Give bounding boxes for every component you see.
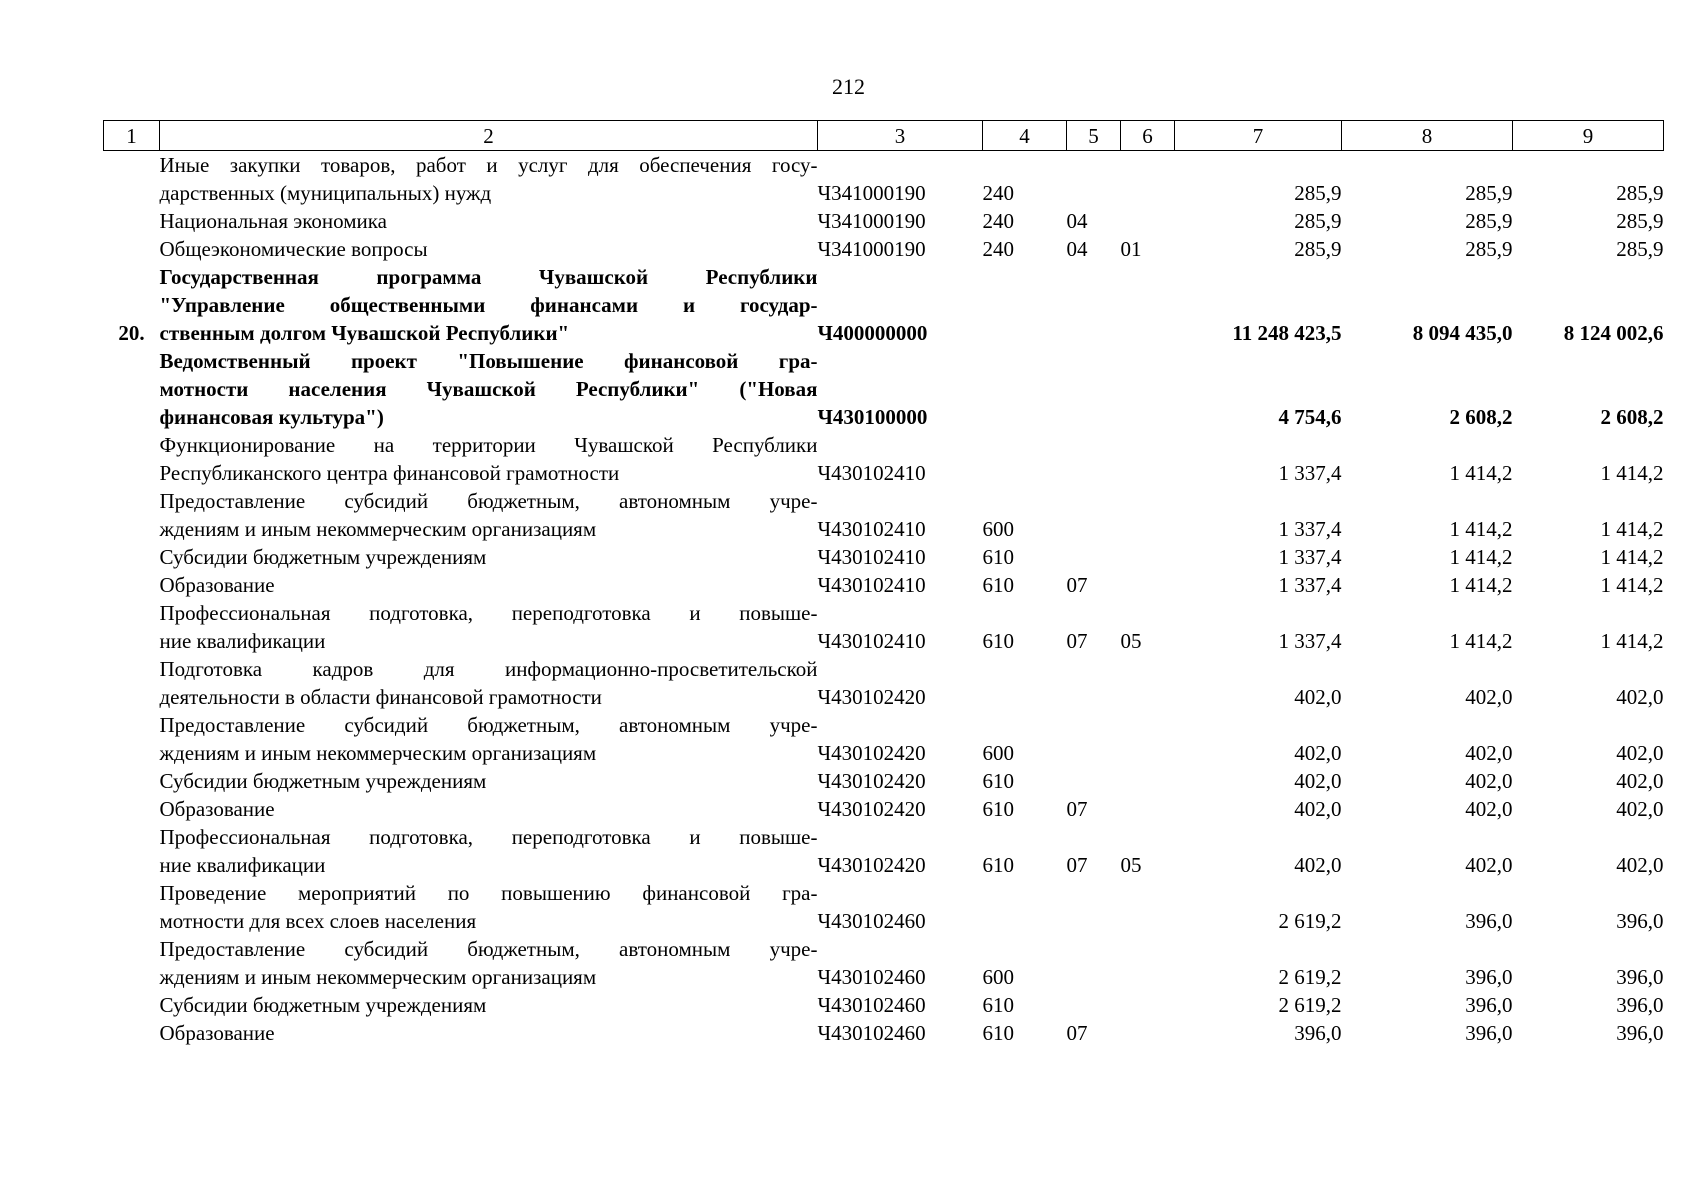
expense-type (983, 347, 1067, 431)
table-row (104, 991, 1664, 1019)
expense-type (983, 431, 1067, 487)
row-number (104, 151, 160, 208)
row-number (104, 543, 160, 571)
target-code: Ч430102420 (817, 853, 926, 877)
target-code: Ч430102460 (817, 909, 926, 933)
amount-col-7: 2 619,2 (1278, 965, 1342, 989)
row-number (104, 347, 160, 431)
row-name (160, 655, 818, 711)
row-number (104, 935, 160, 991)
amount-col-9: 1 414,2 (1600, 573, 1664, 597)
subsection-code (1121, 543, 1175, 571)
amount-col-7: 1 337,4 (1278, 629, 1342, 653)
row-name-line: "Управление общественными финансами и государ- (159, 293, 818, 317)
amount-col-8: 1 414,2 (1449, 517, 1513, 541)
target-code: Ч430102410 (817, 629, 926, 653)
table-row (104, 543, 1664, 571)
amount-col-9: 8 124 002,6 (1563, 321, 1664, 345)
row-number: 20. (118, 321, 145, 345)
section-code (1067, 711, 1121, 767)
row-name (160, 543, 818, 571)
table-header (104, 121, 1664, 151)
amount-col-9: 402,0 (1616, 797, 1664, 821)
amount-col-7: 285,9 (1294, 209, 1342, 233)
amount-col-7: 402,0 (1294, 797, 1342, 821)
table-row (104, 795, 1664, 823)
row-name-line: финансовая культура") (159, 405, 384, 429)
section-code: 07 (1066, 797, 1088, 821)
amount-col-9: 396,0 (1616, 1021, 1664, 1045)
row-name-line: Ведомственный проект "Повышение финансовой гра- (159, 349, 818, 373)
row-name-line: Иные закупки товаров, работ и услуг для обеспечения госу- (159, 153, 818, 177)
amount-col-7: 1 337,4 (1278, 545, 1342, 569)
section-code: 07 (1066, 853, 1088, 877)
row-name-line: ственным долгом Чувашской Республики" (159, 321, 570, 345)
subsection-code (1121, 879, 1175, 935)
subsection-code: 05 (1120, 853, 1142, 877)
amount-col-7: 402,0 (1294, 769, 1342, 793)
amount-col-9: 402,0 (1616, 741, 1664, 765)
amount-col-8: 402,0 (1465, 685, 1513, 709)
row-number (104, 487, 160, 543)
target-code: Ч430102410 (817, 517, 926, 541)
row-name-line: ние квалификации (159, 853, 326, 877)
row-name-line: Образование (159, 573, 275, 597)
expense-type: 610 (982, 797, 1014, 821)
table-row (104, 599, 1664, 655)
row-number (104, 571, 160, 599)
row-number (104, 655, 160, 711)
amount-col-9: 396,0 (1616, 909, 1664, 933)
expense-type: 600 (982, 741, 1014, 765)
target-code: Ч341000190 (817, 237, 926, 261)
table-row (104, 1019, 1664, 1047)
row-name-line: Субсидии бюджетным учреждениям (159, 545, 487, 569)
row-name (160, 823, 818, 879)
row-name (160, 599, 818, 655)
row-name-line: Функционирование на территории Чувашской Республики (159, 433, 818, 457)
expense-type: 610 (982, 545, 1014, 569)
amount-col-7: 2 619,2 (1278, 909, 1342, 933)
amount-col-8: 1 414,2 (1449, 573, 1513, 597)
section-code (1067, 879, 1121, 935)
target-code: Ч430102410 (817, 573, 926, 597)
amount-col-7: 1 337,4 (1278, 461, 1342, 485)
row-name-line: деятельности в области финансовой грамотности (159, 685, 602, 709)
row-name-line: ждениям и иным некоммерческим организациям (159, 741, 597, 765)
subsection-code (1121, 711, 1175, 767)
amount-col-8: 285,9 (1465, 237, 1513, 261)
row-name (160, 795, 818, 823)
row-name-line: ждениям и иным некоммерческим организациям (159, 965, 597, 989)
header-col-9: 9 (1513, 121, 1664, 151)
header-col-8: 8 (1342, 121, 1513, 151)
amount-col-7: 402,0 (1294, 685, 1342, 709)
row-number (104, 235, 160, 263)
row-name (160, 347, 818, 431)
row-name (160, 935, 818, 991)
amount-col-8: 402,0 (1465, 769, 1513, 793)
amount-col-9: 402,0 (1616, 769, 1664, 793)
amount-col-8: 402,0 (1465, 853, 1513, 877)
row-number (104, 431, 160, 487)
table-row (104, 207, 1664, 235)
table-row (104, 711, 1664, 767)
subsection-code (1121, 935, 1175, 991)
table-row (104, 235, 1664, 263)
table-row (104, 655, 1664, 711)
amount-col-8: 285,9 (1465, 209, 1513, 233)
table-row (104, 487, 1664, 543)
row-name-line: Предоставление субсидий бюджетным, автономным учре- (159, 489, 818, 513)
target-code: Ч430100000 (817, 405, 928, 429)
amount-col-8: 2 608,2 (1449, 405, 1513, 429)
amount-col-7: 402,0 (1294, 741, 1342, 765)
row-name-line: мотности населения Чувашской Республики" ("Новая (159, 377, 818, 401)
subsection-code (1121, 263, 1175, 347)
row-name-line: мотности для всех слоев населения (159, 909, 477, 933)
row-name-line: Проведение мероприятий по повышению финансовой гра- (159, 881, 818, 905)
amount-col-7: 1 337,4 (1278, 573, 1342, 597)
header-col-2: 2 (160, 121, 818, 151)
target-code: Ч430102420 (817, 741, 926, 765)
expense-type (983, 879, 1067, 935)
header-col-6: 6 (1121, 121, 1175, 151)
row-name-line: Образование (159, 1021, 275, 1045)
amount-col-9: 1 414,2 (1600, 629, 1664, 653)
amount-col-9: 396,0 (1616, 965, 1664, 989)
amount-col-8: 396,0 (1465, 993, 1513, 1017)
header-row (104, 121, 1664, 151)
row-number (104, 991, 160, 1019)
subsection-code (1121, 795, 1175, 823)
amount-col-8: 402,0 (1465, 741, 1513, 765)
row-name-line: Предоставление субсидий бюджетным, автономным учре- (159, 713, 818, 737)
table-row (104, 347, 1664, 431)
expense-type (983, 655, 1067, 711)
row-number (104, 767, 160, 795)
section-code (1067, 487, 1121, 543)
section-code (1067, 151, 1121, 208)
header-col-5: 5 (1067, 121, 1121, 151)
expense-type: 240 (982, 209, 1014, 233)
amount-col-8: 396,0 (1465, 909, 1513, 933)
header-col-3: 3 (818, 121, 983, 151)
row-name-line: Предоставление субсидий бюджетным, автономным учре- (159, 937, 818, 961)
row-name-line: Образование (159, 797, 275, 821)
row-name-line: Профессиональная подготовка, переподготовка и повыше- (159, 601, 818, 625)
row-name-line: Субсидии бюджетным учреждениям (159, 993, 487, 1017)
amount-col-7: 285,9 (1294, 181, 1342, 205)
subsection-code (1121, 347, 1175, 431)
row-name-line: дарственных (муниципальных) нужд (159, 181, 492, 205)
row-name (160, 151, 818, 208)
row-name-line: Государственная программа Чувашской Республики (159, 265, 818, 289)
target-code: Ч430102420 (817, 797, 926, 821)
budget-table (103, 120, 1664, 1047)
subsection-code: 05 (1120, 629, 1142, 653)
target-code: Ч430102460 (817, 1021, 926, 1045)
target-code: Ч430102420 (817, 685, 926, 709)
section-code (1067, 767, 1121, 795)
amount-col-9: 396,0 (1616, 993, 1664, 1017)
subsection-code (1121, 487, 1175, 543)
amount-col-9: 402,0 (1616, 853, 1664, 877)
header-col-4: 4 (983, 121, 1067, 151)
table-row (104, 431, 1664, 487)
amount-col-7: 1 337,4 (1278, 517, 1342, 541)
amount-col-7: 402,0 (1294, 853, 1342, 877)
expense-type: 610 (982, 573, 1014, 597)
amount-col-8: 396,0 (1465, 1021, 1513, 1045)
row-name (160, 431, 818, 487)
amount-col-9: 402,0 (1616, 685, 1664, 709)
row-number (104, 207, 160, 235)
target-code: Ч400000000 (817, 321, 928, 345)
table-row (104, 263, 1664, 347)
amount-col-9: 285,9 (1616, 209, 1664, 233)
table-row (104, 767, 1664, 795)
row-name (160, 487, 818, 543)
section-code (1067, 263, 1121, 347)
amount-col-8: 1 414,2 (1449, 629, 1513, 653)
subsection-code (1121, 431, 1175, 487)
section-code (1067, 543, 1121, 571)
row-name (160, 207, 818, 235)
amount-col-7: 4 754,6 (1278, 405, 1342, 429)
row-name (160, 263, 818, 347)
subsection-code (1121, 571, 1175, 599)
row-name (160, 711, 818, 767)
amount-col-9: 285,9 (1616, 237, 1664, 261)
header-col-7: 7 (1175, 121, 1342, 151)
row-name (160, 767, 818, 795)
expense-type: 240 (982, 181, 1014, 205)
section-code (1067, 991, 1121, 1019)
target-code: Ч341000190 (817, 209, 926, 233)
row-name-line: Общеэкономические вопросы (159, 237, 428, 261)
subsection-code (1121, 767, 1175, 795)
table-row (104, 823, 1664, 879)
section-code: 07 (1066, 629, 1088, 653)
row-name-line: Субсидии бюджетным учреждениям (159, 769, 487, 793)
row-name-line: Подготовка кадров для информационно-просветительской (159, 657, 818, 681)
subsection-code (1121, 151, 1175, 208)
table-row (104, 879, 1664, 935)
row-number (104, 599, 160, 655)
table-row (104, 571, 1664, 599)
row-name-line: Профессиональная подготовка, переподготовка и повыше- (159, 825, 818, 849)
section-code (1067, 347, 1121, 431)
row-number (104, 879, 160, 935)
section-code (1067, 431, 1121, 487)
header-col-1: 1 (104, 121, 160, 151)
row-name (160, 991, 818, 1019)
expense-type: 610 (982, 993, 1014, 1017)
row-number (104, 823, 160, 879)
amount-col-7: 2 619,2 (1278, 993, 1342, 1017)
amount-col-8: 402,0 (1465, 797, 1513, 821)
amount-col-9: 285,9 (1616, 181, 1664, 205)
target-code: Ч430102410 (817, 545, 926, 569)
target-code: Ч430102420 (817, 769, 926, 793)
section-code: 04 (1066, 209, 1088, 233)
target-code: Ч430102460 (817, 993, 926, 1017)
amount-col-9: 1 414,2 (1600, 545, 1664, 569)
target-code: Ч341000190 (817, 181, 926, 205)
subsection-code (1121, 655, 1175, 711)
row-name (160, 879, 818, 935)
section-code (1067, 935, 1121, 991)
amount-col-8: 396,0 (1465, 965, 1513, 989)
section-code: 07 (1066, 573, 1088, 597)
amount-col-9: 1 414,2 (1600, 517, 1664, 541)
row-name (160, 571, 818, 599)
table-row (104, 935, 1664, 991)
subsection-code (1121, 991, 1175, 1019)
table-body (104, 151, 1664, 1048)
amount-col-8: 8 094 435,0 (1412, 321, 1513, 345)
expense-type: 610 (982, 769, 1014, 793)
table-row (104, 151, 1664, 208)
subsection-code (1121, 207, 1175, 235)
section-code (1067, 655, 1121, 711)
expense-type: 610 (982, 853, 1014, 877)
amount-col-7: 396,0 (1294, 1021, 1342, 1045)
expense-type: 600 (982, 517, 1014, 541)
expense-type (983, 263, 1067, 347)
section-code: 04 (1066, 237, 1088, 261)
amount-col-8: 285,9 (1465, 181, 1513, 205)
expense-type: 240 (982, 237, 1014, 261)
amount-col-8: 1 414,2 (1449, 545, 1513, 569)
page-number: 212 (832, 74, 865, 99)
amount-col-8: 1 414,2 (1449, 461, 1513, 485)
amount-col-7: 11 248 423,5 (1232, 321, 1342, 345)
row-name-line: ждениям и иным некоммерческим организациям (159, 517, 597, 541)
row-name-line: Республиканского центра финансовой грамотности (159, 461, 620, 485)
expense-type: 610 (982, 629, 1014, 653)
row-name (160, 1019, 818, 1047)
row-name-line: ние квалификации (159, 629, 326, 653)
expense-type: 600 (982, 965, 1014, 989)
subsection-code: 01 (1120, 237, 1142, 261)
row-name (160, 235, 818, 263)
row-number (104, 1019, 160, 1047)
row-number (104, 711, 160, 767)
row-number (104, 795, 160, 823)
amount-col-9: 1 414,2 (1600, 461, 1664, 485)
expense-type: 610 (982, 1021, 1014, 1045)
section-code: 07 (1066, 1021, 1088, 1045)
row-name-line: Национальная экономика (159, 209, 387, 233)
target-code: Ч430102410 (817, 461, 926, 485)
amount-col-7: 285,9 (1294, 237, 1342, 261)
target-code: Ч430102460 (817, 965, 926, 989)
subsection-code (1121, 1019, 1175, 1047)
amount-col-9: 2 608,2 (1600, 405, 1664, 429)
